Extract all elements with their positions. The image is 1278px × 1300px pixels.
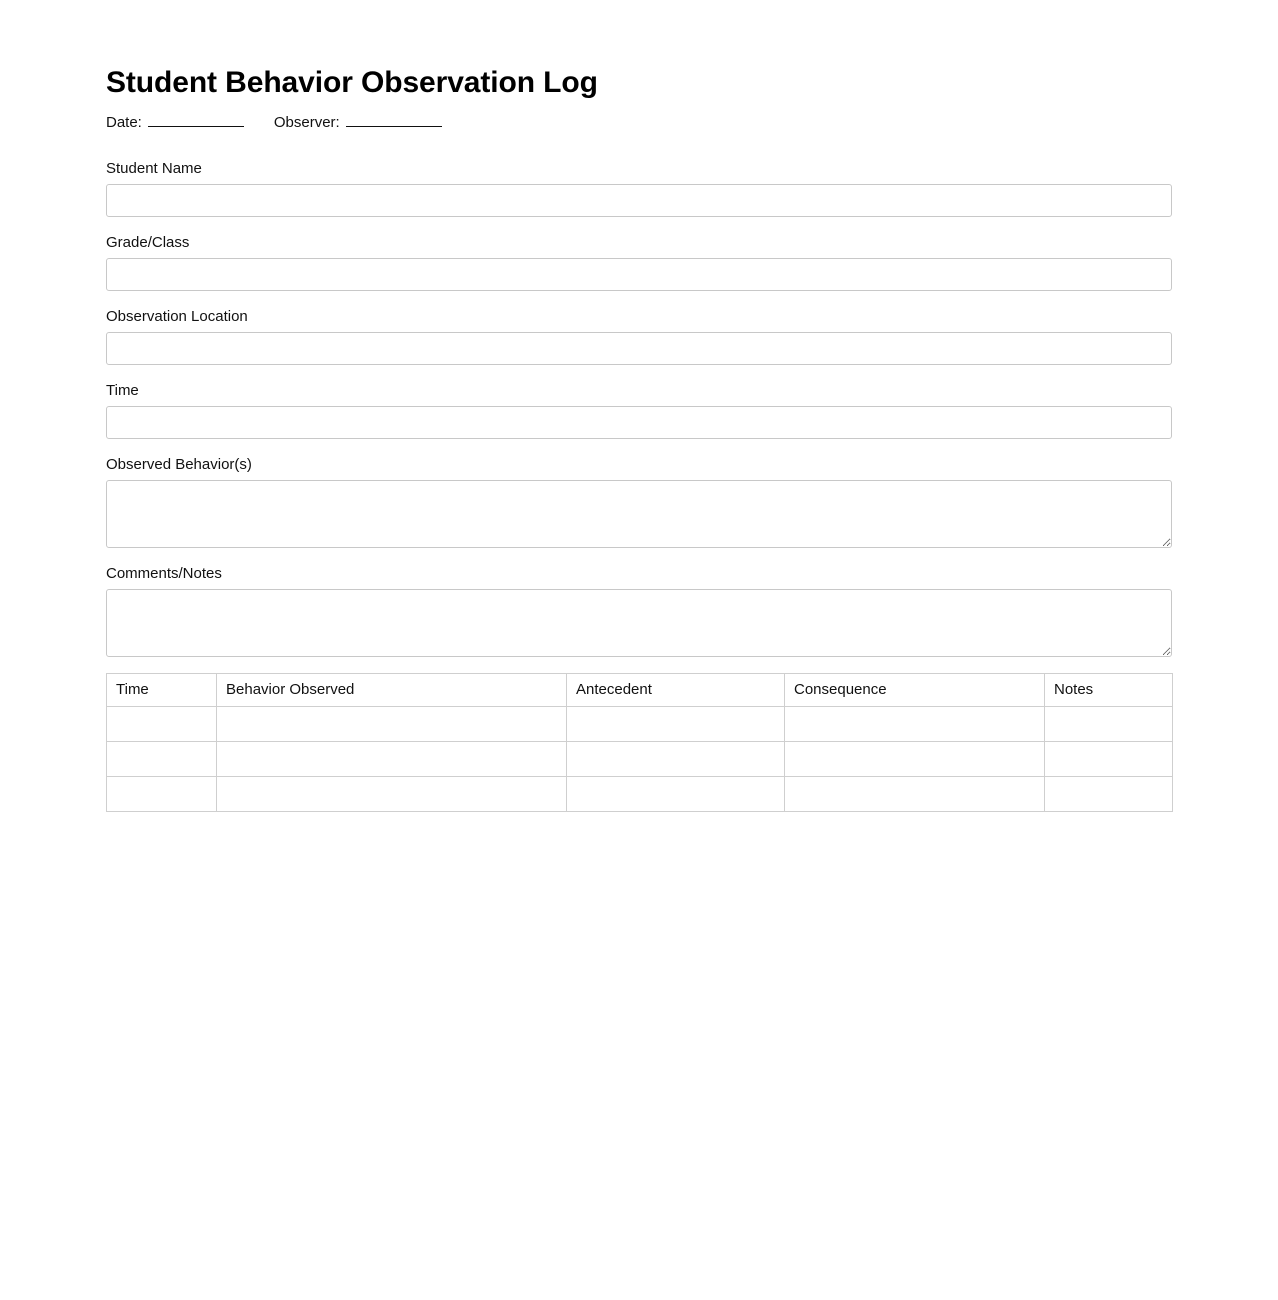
date-blank-line[interactable]: [148, 115, 244, 127]
table-header-row: [107, 673, 1173, 706]
date-label: Date:: [106, 113, 142, 131]
cell-antecedent[interactable]: [567, 706, 785, 741]
observation-location-input[interactable]: [106, 332, 1172, 365]
table-row: [107, 741, 1173, 776]
label-observed-behaviors: Observed Behavior(s): [106, 455, 252, 473]
field-time: [106, 381, 1172, 439]
table-row: [107, 706, 1173, 741]
cell-notes[interactable]: [1045, 706, 1173, 741]
observer-label: Observer:: [273, 113, 340, 131]
observer-blank-line[interactable]: [346, 115, 442, 127]
column-header-antecedent: Antecedent: [567, 673, 785, 706]
label-comments-notes: Comments/Notes: [106, 564, 222, 582]
field-student-name: [106, 159, 1172, 217]
table-header: [107, 673, 1173, 706]
field-observation-location: [106, 307, 1172, 365]
time-input[interactable]: [106, 406, 1172, 439]
grade-class-input[interactable]: [106, 258, 1172, 291]
field-comments-notes: [106, 564, 1172, 657]
comments-notes-textarea[interactable]: [106, 589, 1172, 657]
cell-consequence[interactable]: [785, 741, 1045, 776]
observer-field-group: [274, 114, 446, 131]
page-title: Student Behavior Observation Log: [106, 66, 598, 99]
column-header-behavior: Behavior Observed: [217, 673, 567, 706]
table-row: [107, 776, 1173, 811]
label-time: Time: [106, 381, 139, 399]
cell-notes[interactable]: [1045, 776, 1173, 811]
cell-behavior[interactable]: [217, 776, 567, 811]
column-header-consequence: Consequence: [785, 673, 1045, 706]
cell-antecedent[interactable]: [567, 741, 785, 776]
date-field-group: [106, 114, 248, 131]
observation-form: [106, 66, 1172, 812]
cell-antecedent[interactable]: [567, 776, 785, 811]
column-header-notes: Notes: [1045, 673, 1173, 706]
observed-behaviors-textarea[interactable]: [106, 480, 1172, 548]
cell-consequence[interactable]: [785, 706, 1045, 741]
field-grade-class: [106, 233, 1172, 291]
label-observation-location: Observation Location: [106, 307, 248, 325]
field-observed-behaviors: [106, 455, 1172, 548]
table-body: [107, 706, 1173, 811]
cell-time[interactable]: [107, 776, 217, 811]
column-header-time: Time: [107, 673, 217, 706]
cell-consequence[interactable]: [785, 776, 1045, 811]
cell-notes[interactable]: [1045, 741, 1173, 776]
cell-behavior[interactable]: [217, 741, 567, 776]
cell-behavior[interactable]: [217, 706, 567, 741]
cell-time[interactable]: [107, 741, 217, 776]
cell-time[interactable]: [107, 706, 217, 741]
behavior-log-table: [106, 673, 1173, 812]
student-name-input[interactable]: [106, 184, 1172, 217]
label-student-name: Student Name: [106, 159, 202, 177]
label-grade-class: Grade/Class: [106, 233, 190, 251]
meta-line: [106, 113, 1172, 133]
